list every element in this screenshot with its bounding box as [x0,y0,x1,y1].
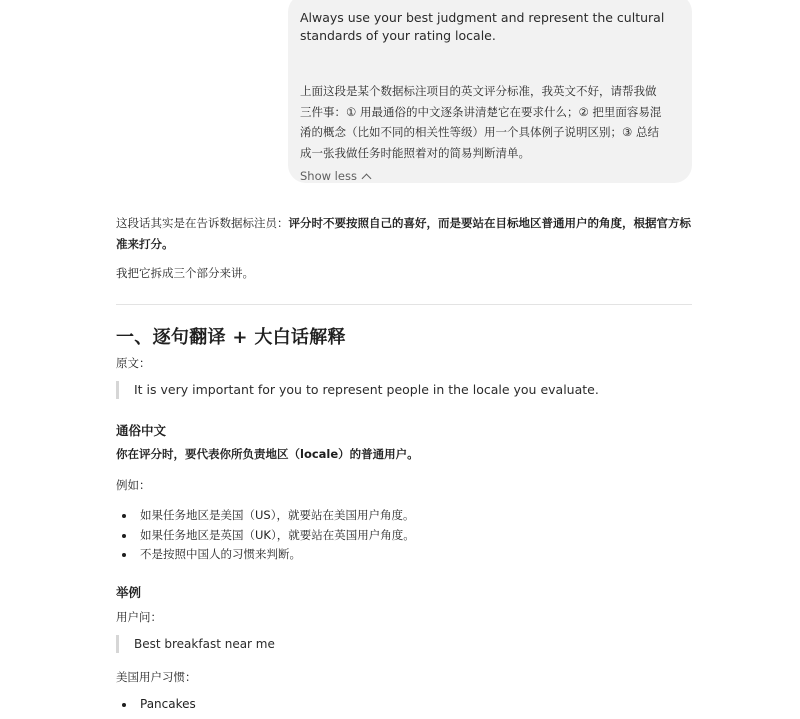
user-message-english-line: Always use your best judgment and represent the cultural [300,10,665,25]
habit-label: 美国用户习惯： [116,669,197,684]
response-split-text: 我把它拆成三个部分来讲。 [116,266,254,280]
habit-list [116,695,692,715]
response-intro-text: 这段话其实是在告诉数据标注员： [116,216,289,230]
example-intro: 例如： [116,478,151,492]
chevron-up-icon [362,173,372,183]
original-label: 原文： [116,356,151,370]
section-divider [116,304,692,305]
user-ask-quote: Best breakfast near me [116,635,692,653]
user-message-chinese-line: 成一张我做任务时能照着对的简易判断清单。 [300,145,530,160]
user-message-chinese [300,81,680,163]
plain-chinese-heading: 通俗中文 [116,423,167,438]
section-heading: 一、逐句翻译 + 大白话解释 [116,327,346,348]
user-message-chinese-line: 三件事：① 用最通俗的中文逐条讲清楚它在要求什么；② 把里面容易混 [300,104,662,119]
response-intro-bold: 评分时不要按照自己的喜好，而是要站在目标地区普通用户的角度，根据官方标准来打分。 [116,216,691,251]
list-item: 如果任务地区是英国（UK），就要站在英国用户角度。 [140,526,692,546]
user-message-english-line: standards of your rating locale. [300,28,496,43]
response-intro [116,213,692,254]
user-message-chinese-line: 淆的概念（比如不同的相关性等级）用一个具体例子说明区别；③ 总结 [300,125,659,139]
list-item: 不是按照中国人的习惯来判断。 [140,545,692,565]
user-message-chinese-line: 上面这段是某个数据标注项目的英文评分标准，我英文不好，请帮我做 [300,84,657,98]
user-message-bubble [288,0,692,183]
user-ask-label: 用户问： [116,609,162,624]
example-heading: 举例 [116,584,142,600]
list-item: Pancakes [140,695,692,715]
list-item: 如果任务地区是美国（US），就要站在美国用户角度。 [140,506,692,526]
original-quote: It is very important for you to represent people in the locale you evaluate. [116,381,692,399]
user-message-english [300,9,680,45]
show-less-label: Show less [300,169,357,183]
assistant-response [116,213,692,714]
plain-chinese-bold: 你在评分时，要代表你所负责地区（locale）的普通用户。 [116,447,419,461]
show-less-button[interactable] [300,169,370,183]
example-list [116,506,692,565]
